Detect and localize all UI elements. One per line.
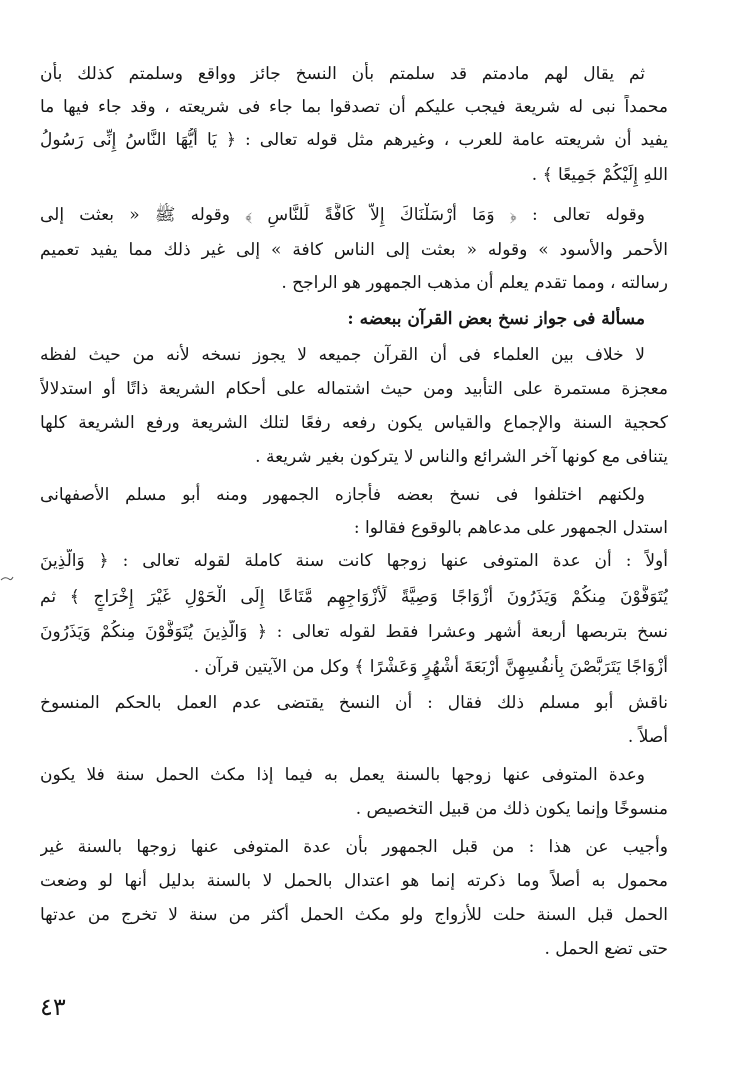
text-line: ثم يقال لهم مادمتم قد سلمتم بأن النسخ جائز وواقع وسلمتم كذلك بأن <box>40 64 645 84</box>
text-line: أصلاً . <box>627 727 668 747</box>
text-line: وعدة المتوفى عنها زوجها بالسنة يعمل به فيما إذا مكث الحمل سنة فلا يكون <box>40 765 645 785</box>
text-line: كحجية السنة والإجماع والقياس يكون رفعه رفعًا لتلك الشريعة ورفع الشريعة كلها <box>40 413 668 433</box>
text-line: الأحمر والأسود » وقوله « بعثت إلى الناس كافة » إلى غير ذلك مما يفيد تعميم <box>40 240 668 260</box>
text-line: يتنافى مع كونها آخر الشرائع والناس لا يتركون بغير شريعة . <box>255 447 668 467</box>
text-line: ناقش أبو مسلم ذلك فقال : أن النسخ يقتضى عدم العمل بالحكم المنسوخ <box>40 693 668 713</box>
text-line: أَزْوَاجًا يَتَرَبَّصْنَ بِأَنفُسِهِنَّ أَرْبَعَةَ أَشْهُرٍ وَعَشْرًا ﴾ وكل من الآيتين قرآن . <box>193 657 668 677</box>
text-line: لا خلاف بين العلماء فى أن القرآن جميعه لا يجوز نسخه لأنه من حيث لفظه <box>40 345 645 365</box>
margin-mark-icon <box>0 573 14 585</box>
text-line: حتى تضع الحمل . <box>544 939 668 959</box>
text-line: يُتَوَفَّوْنَ مِنكُمْ وَيَذَرُونَ أَزْوَاجًا وَصِيَّةً لِّأَزْوَاجِهِم مَّتَاعًا إِلَى الْحَوْلِ غَيْرَ إِخْرَاجٍ ﴾ ثم <box>40 587 668 607</box>
text-line: رسالته ، ومما تقدم يعلم أن مذهب الجمهور هو الراجح . <box>281 273 668 293</box>
text-line: محمول به أصلاً وما ذكرته إنما هو اعتدال بالحمل لا بالسنة بدليل أنها لو وضعت <box>40 871 668 891</box>
text-line: الحمل قبل السنة حلت للأزواج ولو مكث الحمل أكثر من سنة لا تخرج من عدتها <box>40 905 668 925</box>
text-line: استدل الجمهور على مدعاهم بالوقوع فقالوا : <box>353 518 668 538</box>
text-line: معجزة مستمرة على التأبيد ومن حيث اشتماله على أحكام الشريعة ذاتًا أو استدلالاً <box>40 379 668 399</box>
page-number: ٤٣ <box>40 993 66 1021</box>
text-line: ولكنهم اختلفوا فى نسخ بعضه فأجازه الجمهور ومنه أبو مسلم الأصفهانى <box>40 485 645 505</box>
text-line: محمداً نبى له شريعة فيجب عليكم أن تصدقوا بما جاء فى شريعته ، وقد جاء فيها ما <box>40 97 668 117</box>
section-heading: مسألة فى جواز نسخ بعض القرآن ببعضه : <box>347 309 645 329</box>
text-line: وقوله تعالى : ﴿ وَمَا أَرْسَلْنَاكَ إِلاَّ كَافَّةً لِّلنَّاسِ ﴾ وقوله ﷺ « بعثت إلى <box>40 205 645 225</box>
text-line: وأجيب عن هذا : من قبل الجمهور بأن عدة المتوفى عنها زوجها بالسنة غير <box>40 837 668 857</box>
text-line: يفيد أن شريعته عامة للعرب ، وغيرهم مثل قوله تعالى : ﴿ يَا أَيُّهَا النَّاسُ إِنِّى رَسُولُ <box>40 130 668 150</box>
text-line: نسخ بتربصها أربعة أشهر وعشرا فقط لقوله تعالى : ﴿ وَالَّذِينَ يُتَوَفَّوْنَ مِنكُمْ وَيَذَرُونَ <box>40 622 668 642</box>
text-line: أولاً : أن عدة المتوفى عنها زوجها كانت سنة كاملة لقوله تعالى : ﴿ وَالَّذِينَ <box>40 551 668 571</box>
text-line: اللهِ إِلَيْكُمْ جَمِيعًا ﴾ . <box>531 165 668 185</box>
text-line: منسوخًا وإنما يكون ذلك من قبيل التخصيص . <box>355 799 668 819</box>
